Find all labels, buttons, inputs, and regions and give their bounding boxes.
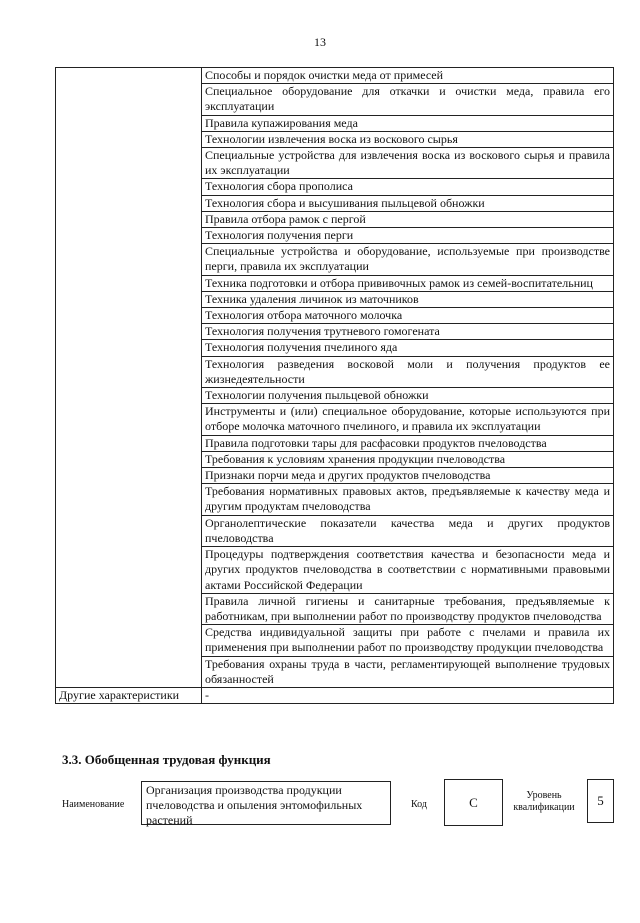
knowledge-label-cell — [56, 195, 202, 211]
knowledge-item: Правила отбора рамок с пергой — [202, 211, 614, 227]
other-characteristics-row — [56, 687, 614, 703]
knowledge-label-cell — [56, 244, 202, 275]
knowledge-label-cell — [56, 356, 202, 387]
level-label — [509, 790, 579, 814]
knowledge-item: Технология сбора прополиса — [202, 179, 614, 195]
level-value-box — [587, 779, 614, 823]
knowledge-item: Требования охраны труда в части, регламентирующей выполнение трудовых обязанностей — [202, 656, 614, 687]
knowledge-row — [56, 484, 614, 515]
knowledge-label-cell — [56, 468, 202, 484]
knowledge-label-cell — [56, 115, 202, 131]
knowledge-item: Технологии извлечения воска из воскового сырья — [202, 131, 614, 147]
knowledge-row — [56, 308, 614, 324]
knowledge-row — [56, 211, 614, 227]
knowledge-item: Специальные устройства и оборудование, используемые при производстве перги, правила их эксплуатации — [202, 244, 614, 275]
knowledge-item: Правила подготовки тары для расфасовки продуктов пчеловодства — [202, 435, 614, 451]
knowledge-item: Технология получения трутневого гомогената — [202, 324, 614, 340]
knowledge-row — [56, 275, 614, 291]
knowledge-item: Технология сбора и высушивания пыльцевой обножки — [202, 195, 614, 211]
knowledge-label-cell — [56, 451, 202, 467]
knowledge-label-cell — [56, 211, 202, 227]
knowledge-label-cell — [56, 484, 202, 515]
knowledge-item: Технология получения перги — [202, 228, 614, 244]
knowledge-item: Техника подготовки и отбора прививочных рамок из семей-воспитательниц — [202, 275, 614, 291]
name-value: Организация производства продукции пчеловодства и опыления энтомофильных растений — [146, 783, 363, 827]
knowledge-item: Требования к условиям хранения продукции пчеловодства — [202, 451, 614, 467]
level-label-line1: Уровень — [526, 790, 562, 801]
knowledge-item: Правила купажирования меда — [202, 115, 614, 131]
code-value: C — [469, 794, 478, 810]
knowledge-label-cell — [56, 84, 202, 115]
level-value: 5 — [597, 793, 604, 808]
knowledge-item: Технология отбора маточного молочка — [202, 308, 614, 324]
knowledge-row — [56, 547, 614, 594]
knowledge-item: Инструменты и (или) специальное оборудование, которые используются при отборе молочка маточного пчелиного, и правила их эксплуатации — [202, 404, 614, 435]
knowledge-row — [56, 115, 614, 131]
knowledge-row — [56, 228, 614, 244]
knowledge-row — [56, 179, 614, 195]
knowledge-row — [56, 625, 614, 656]
knowledge-row — [56, 324, 614, 340]
knowledge-item: Способы и порядок очистки меда от примесей — [202, 68, 614, 84]
knowledge-label-cell — [56, 435, 202, 451]
code-label: Код — [411, 799, 427, 810]
knowledge-item: Специальные устройства для извлечения воска из воскового сырья и правила их эксплуатации — [202, 148, 614, 179]
knowledge-row — [56, 148, 614, 179]
knowledge-item: Технология разведения восковой моли и получения продуктов ее жизнедеятельности — [202, 356, 614, 387]
knowledge-row — [56, 131, 614, 147]
knowledge-row — [56, 68, 614, 84]
knowledge-label-cell — [56, 308, 202, 324]
knowledge-row — [56, 515, 614, 546]
knowledge-row — [56, 468, 614, 484]
knowledge-label-cell — [56, 593, 202, 624]
knowledge-label-cell — [56, 131, 202, 147]
knowledge-label-cell — [56, 515, 202, 546]
knowledge-row — [56, 388, 614, 404]
knowledge-table-body — [56, 68, 614, 688]
knowledge-label-cell — [56, 656, 202, 687]
knowledge-label-cell — [56, 148, 202, 179]
section-title: 3.3. Обобщенная трудовая функция — [62, 752, 271, 767]
knowledge-label-cell — [56, 324, 202, 340]
knowledge-row — [56, 593, 614, 624]
code-value-box — [444, 779, 503, 826]
knowledge-label-cell — [56, 291, 202, 307]
knowledge-label-cell — [56, 547, 202, 594]
knowledge-row — [56, 84, 614, 115]
knowledge-item: Органолептические показатели качества меда и других продуктов пчеловодства — [202, 515, 614, 546]
other-characteristics-label: Другие характеристики — [56, 687, 202, 703]
name-label: Наименование — [62, 799, 125, 810]
knowledge-row — [56, 195, 614, 211]
other-characteristics-value: - — [202, 687, 614, 703]
knowledge-item: Признаки порчи меда и других продуктов пчеловодства — [202, 468, 614, 484]
knowledge-row — [56, 291, 614, 307]
knowledge-label-cell — [56, 68, 202, 84]
knowledge-label-cell — [56, 275, 202, 291]
knowledge-item: Технология получения пчелиного яда — [202, 340, 614, 356]
knowledge-row — [56, 435, 614, 451]
level-label-line2: квалификации — [513, 802, 575, 813]
knowledge-row — [56, 244, 614, 275]
knowledge-row — [56, 356, 614, 387]
knowledge-item: Технологии получения пыльцевой обножки — [202, 388, 614, 404]
knowledge-row — [56, 451, 614, 467]
knowledge-row — [56, 404, 614, 435]
knowledge-item: Требования нормативных правовых актов, предъявляемые к качеству меда и другим продуктам пчеловодства — [202, 484, 614, 515]
knowledge-row — [56, 656, 614, 687]
page-number: 13 — [314, 35, 326, 49]
knowledge-item: Средства индивидуальной защиты при работе с пчелами и правила их применения при выполнении работ по производству продукции пчеловодства — [202, 625, 614, 656]
knowledge-label-cell — [56, 340, 202, 356]
name-value-box — [141, 781, 391, 825]
knowledge-item: Процедуры подтверждения соответствия качества и безопасности меда и других продуктов пчеловодства в соответствии с нормативными правовыми актами Российской Федерации — [202, 547, 614, 594]
knowledge-label-cell — [56, 228, 202, 244]
knowledge-item: Специальное оборудование для откачки и очистки меда, правила его эксплуатации — [202, 84, 614, 115]
knowledge-item: Правила личной гигиены и санитарные требования, предъявляемые к работникам, при выполнении работ по производству продуктов пчеловодства — [202, 593, 614, 624]
knowledge-row — [56, 340, 614, 356]
knowledge-label-cell — [56, 388, 202, 404]
knowledge-label-cell — [56, 625, 202, 656]
knowledge-table — [55, 67, 614, 704]
knowledge-item: Техника удаления личинок из маточников — [202, 291, 614, 307]
knowledge-label-cell — [56, 179, 202, 195]
knowledge-label-cell — [56, 404, 202, 435]
